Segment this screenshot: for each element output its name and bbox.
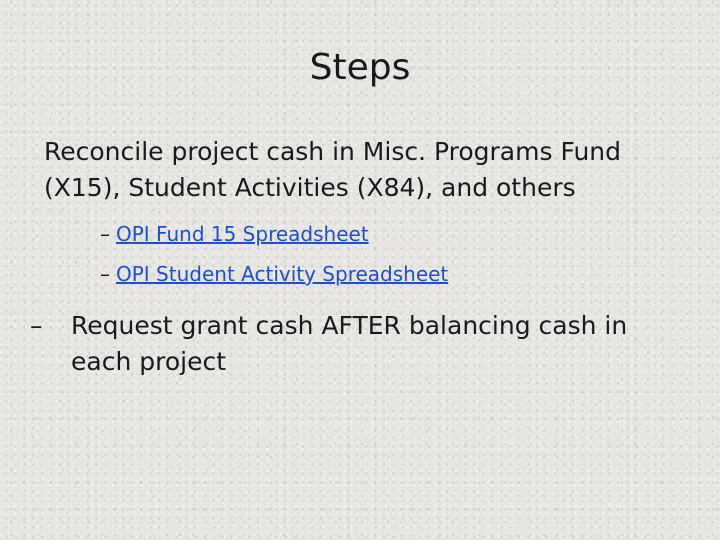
- opi-fund-15-spreadsheet-link[interactable]: OPI Fund 15 Spreadsheet: [116, 222, 369, 246]
- slide-body: [30, 134, 684, 380]
- dash-marker: –: [100, 222, 110, 246]
- dash-marker: –: [100, 262, 110, 286]
- list-item: [100, 214, 684, 254]
- intro-paragraph: Reconcile project cash in Misc. Programs Fund (X15), Student Activities (X84), and others: [44, 137, 622, 202]
- opi-student-activity-spreadsheet-link[interactable]: OPI Student Activity Spreadsheet: [116, 262, 449, 286]
- bullet-text: Request grant cash AFTER balancing cash in each project: [71, 311, 628, 376]
- bullet-item: [30, 308, 684, 380]
- dash-marker: –: [30, 311, 43, 340]
- list-item: [100, 254, 684, 294]
- link-list: [100, 214, 684, 294]
- slide-title: Steps: [309, 47, 411, 88]
